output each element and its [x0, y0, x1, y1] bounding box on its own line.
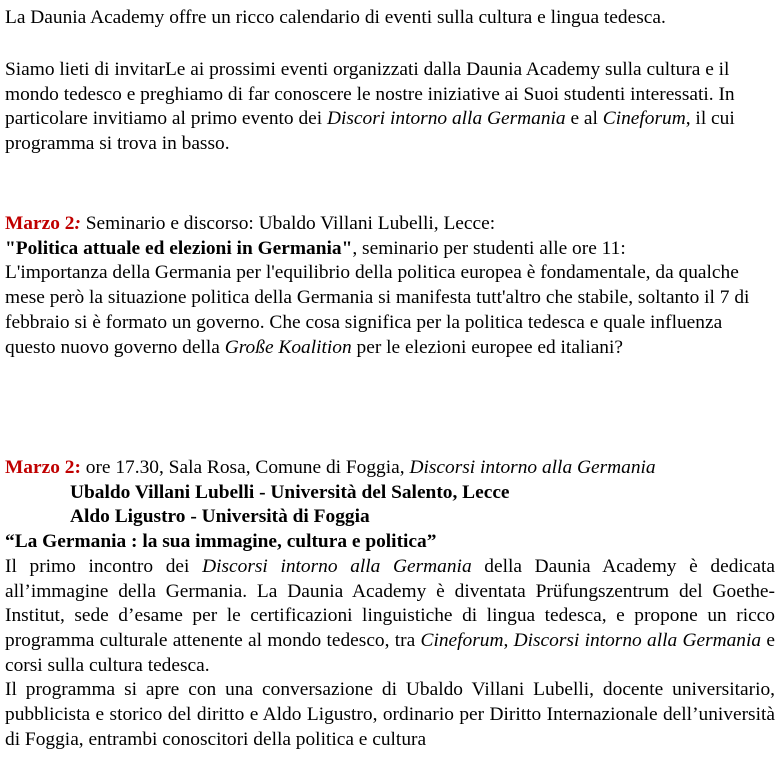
event2-header: Marzo 2: ore 17.30, Sala Rosa, Comune di Foggia, Discorsi intorno alla Germania: [5, 457, 656, 478]
event1-section: [5, 212, 775, 360]
intro-line: La Daunia Academy offre un ricco calendario di eventi sulla cultura e lingua tedesca.: [5, 7, 666, 28]
event2-paragraph-1: Il primo incontro dei Discorsi intorno alla Germania della Daunia Academy è dedicata all’immagine della Germania. La Daunia Academy è diventata Prüfungszentrum del Goethe-Institut, sede d’esame per le certificazioni linguistiche di lingua tedesca, e propone un ricco programma culturale attenente al mondo tedesco, tra Cineforum, Discorsi intorno alla Germania e corsi sulla cultura tedesca.: [5, 555, 775, 676]
intro-paragraph: Siamo lieti di invitarLe ai prossimi eventi organizzati dalla Daunia Academy sulla cultura e il mondo tedesco e preghiamo di far conoscere le nostre iniziative ai Suoi studenti interessati. In particolare invitiamo al primo evento dei Discori intorno alla Germania e al Cineforum, il cui programma si trova in basso.: [5, 59, 735, 155]
event1-header: Marzo 2: Seminario e discorso: Ubaldo Villani Lubelli, Lecce:: [5, 213, 496, 234]
event2-speaker-1: Ubaldo Villani Lubelli - Università del Salento, Lecce: [70, 481, 510, 503]
event2-section: [5, 456, 775, 752]
event1-body: L'importanza della Germania per l'equilibrio della politica europea è fondamentale, da qualche mese però la situazione politica della Germania si manifesta tutt'altro che stabile, soltanto il 7 di febbraio si è formato un governo. Che cosa significa per la politica tedesca e quale influenza questo nuovo governo della Große Koalition per le elezioni europee ed italiani?: [5, 262, 750, 358]
event1-title-line: "Politica attuale ed elezioni in Germania", seminario per studenti alle ore 11:: [5, 237, 626, 259]
event1-title: "Politica attuale ed elezioni in Germania": [5, 237, 353, 259]
event2-title: “La Germania : la sua immagine, cultura e politica”: [5, 531, 437, 553]
event2-speaker-2: Aldo Ligustro - Università di Foggia: [70, 506, 370, 528]
event2-paragraph-2: Il programma si apre con una conversazione di Ubaldo Villani Lubelli, docente universitario, pubblicista e storico del diritto e Aldo Ligustro, ordinario per Diritto Internazionale dell’università di Foggia, entrambi conoscitori della politica e cultura: [5, 679, 775, 750]
event1-date: Marzo 2: [5, 213, 75, 234]
event2-date: Marzo 2:: [5, 457, 81, 478]
